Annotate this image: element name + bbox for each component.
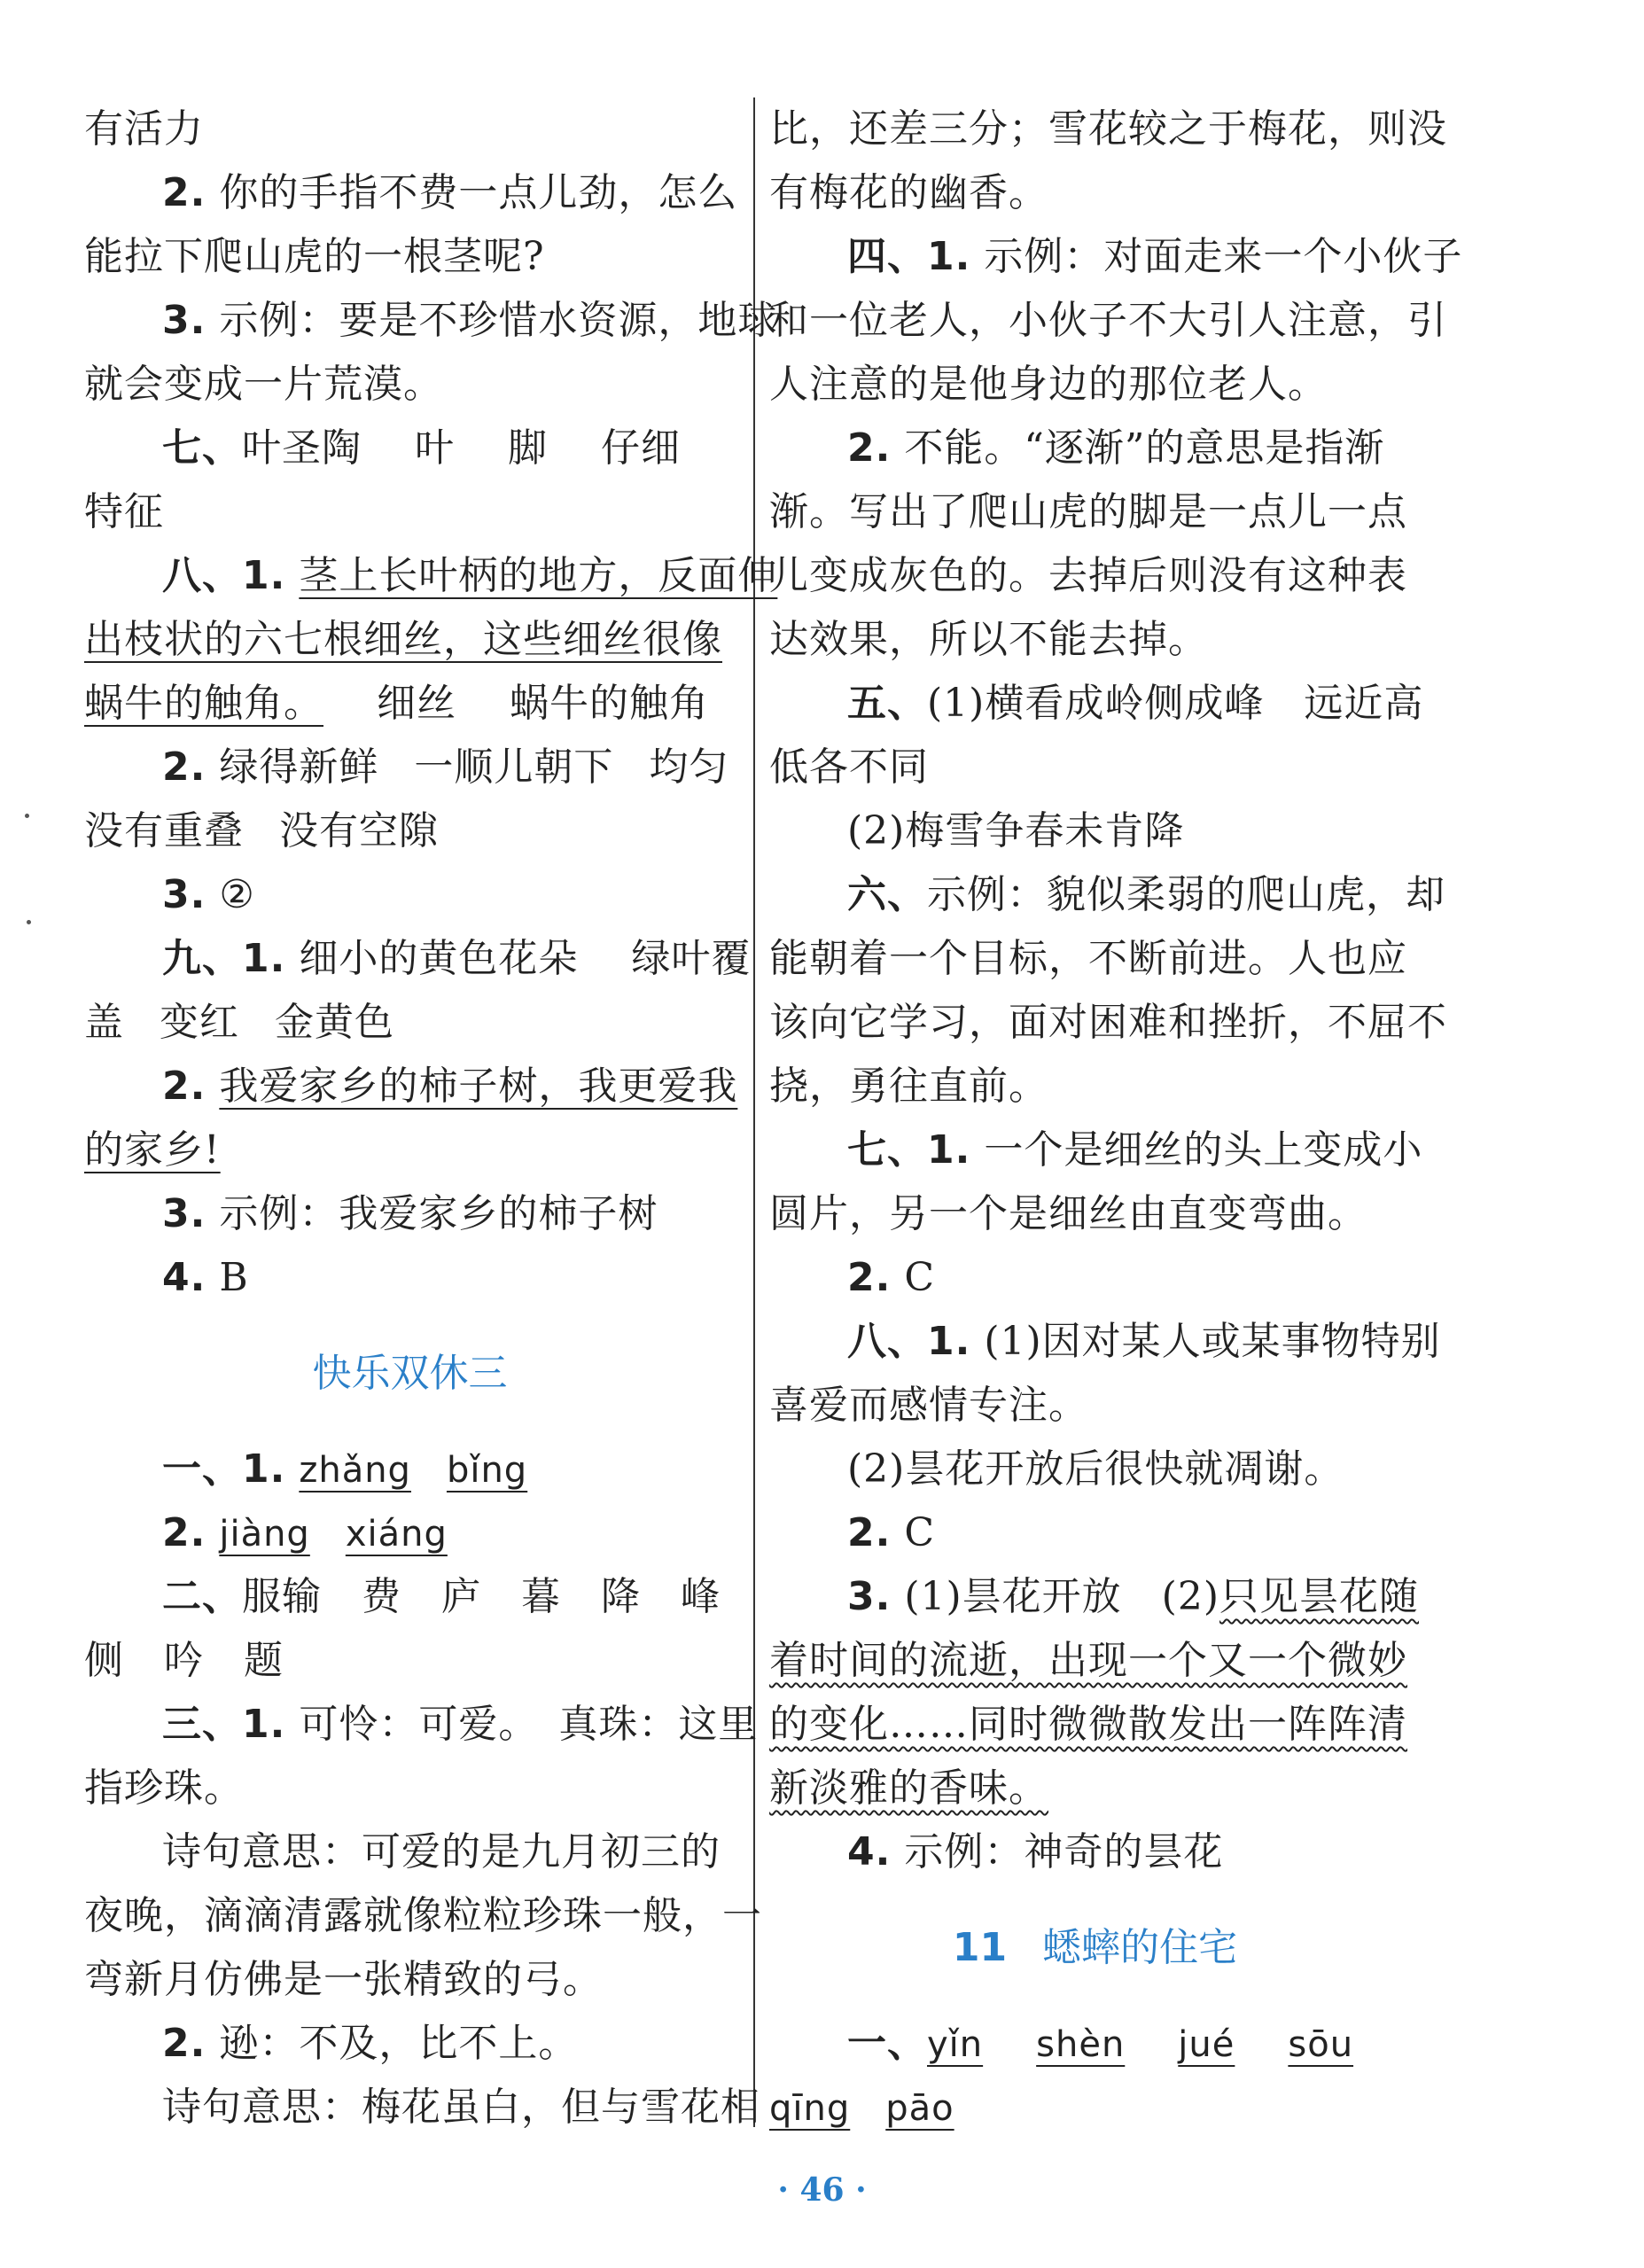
answer: 盖 xyxy=(84,1000,124,1045)
text: 和一位老人，小伙子不大引人注意，引 xyxy=(769,298,1447,343)
section-heading xyxy=(84,1310,736,1438)
text: 诗句意思：梅花虽白，但与雪花相 xyxy=(162,2085,760,2130)
answer: 示例：我爱家乡的柿子树 xyxy=(219,1191,658,1236)
text: 喜爱而感情专注。 xyxy=(769,1383,1088,1428)
answer-line xyxy=(84,736,736,799)
answer-line xyxy=(84,1246,736,1310)
text-line xyxy=(769,1693,1421,1757)
text-line xyxy=(84,1948,736,2012)
answer: 叶圣陶 xyxy=(242,425,362,471)
pinyin-answer: jué xyxy=(1178,2024,1235,2065)
text-line xyxy=(769,544,1421,608)
underlined-text: 茎上长叶柄的地方，反面伸 xyxy=(299,553,778,598)
text-line xyxy=(84,225,736,289)
answer: 没有重叠 xyxy=(84,808,244,853)
text-line xyxy=(769,97,1447,161)
answer-line xyxy=(769,799,1421,863)
answer: 细小的黄色花朵 xyxy=(299,936,579,981)
answer: 仔细 xyxy=(601,425,681,471)
text-line xyxy=(769,1757,1421,1820)
text-line xyxy=(84,353,736,417)
underlined-text: 的家乡! xyxy=(84,1127,221,1173)
answer: 可怜：可爱。 真珠：这里 xyxy=(299,1702,759,1747)
answer: 一顺儿朝下 xyxy=(414,744,614,790)
text-line xyxy=(84,1629,736,1693)
answer: 没有空隙 xyxy=(279,808,439,853)
text: 夜晚，滴滴清露就像粒粒珍珠一般，一 xyxy=(84,1893,762,1938)
answer: 变红 xyxy=(160,1000,239,1045)
answer-line xyxy=(84,863,736,927)
answer-line xyxy=(84,927,752,991)
answer: 绿得新鲜 xyxy=(219,744,379,790)
pinyin-answer: shèn xyxy=(1036,2024,1126,2065)
question-number: 四、1. xyxy=(847,234,971,279)
answer: 金黄色 xyxy=(275,1000,394,1045)
text-line xyxy=(84,1757,736,1820)
pinyin-answer: bǐng xyxy=(446,1450,528,1491)
text-line xyxy=(769,2076,1421,2139)
text-line xyxy=(84,97,736,161)
pinyin-answer: jiàng xyxy=(219,1514,310,1555)
text: 圆片，另一个是细丝由直变弯曲。 xyxy=(769,1191,1367,1236)
question-number: 2. xyxy=(847,425,892,471)
text-line xyxy=(769,1629,1421,1693)
text-line xyxy=(769,353,1421,417)
answer-line xyxy=(84,1182,736,1246)
question-number: 三、1. xyxy=(162,1702,286,1747)
answer: 不能。“逐渐”的意思是指渐 xyxy=(904,425,1385,471)
text: 你的手指不费一点儿劲，怎么 xyxy=(219,170,738,215)
answer-line xyxy=(769,1501,1421,1565)
pinyin-answer: xiáng xyxy=(345,1514,448,1555)
underlined-text: 我爱家乡的柿子树，我更爱我 xyxy=(219,1064,738,1109)
answer: 均匀 xyxy=(649,744,729,790)
text-line xyxy=(84,1884,762,1948)
text-line xyxy=(769,1055,1421,1118)
answer-line xyxy=(769,1118,1421,1182)
answer-line xyxy=(84,544,778,608)
text-line xyxy=(84,799,736,863)
pinyin-answer: zhǎng xyxy=(299,1450,411,1491)
answer-line xyxy=(84,2012,736,2076)
column-divider xyxy=(753,97,755,2127)
lesson-title: 蟋蟀的住宅 xyxy=(1042,1925,1238,1970)
question-number: 八、1. xyxy=(847,1319,971,1364)
answer: (1)因对某人或某事物特别 xyxy=(984,1319,1441,1364)
question-number: 2. xyxy=(162,1510,206,1555)
text: 该向它学习，面对困难和挫折，不屈不 xyxy=(769,1000,1447,1045)
answer: 叶 xyxy=(415,425,455,471)
answer: C xyxy=(904,1255,936,1300)
answer: 服输 费 庐 暮 降 峰 xyxy=(242,1574,721,1619)
question-number: 3. xyxy=(847,1574,892,1619)
answer-line xyxy=(84,1693,759,1757)
text: 诗句意思：可爱的是九月初三的 xyxy=(162,1829,721,1874)
text-line xyxy=(769,1374,1421,1438)
text: 人注意的是他身边的那位老人。 xyxy=(769,362,1328,407)
text: 达效果，所以不能去掉。 xyxy=(769,617,1208,662)
answer-line xyxy=(769,672,1424,736)
question-number: 二、 xyxy=(162,1574,242,1619)
answer: 示例：对面走来一个小伙子 xyxy=(984,234,1463,279)
answer-line xyxy=(84,1565,736,1629)
text: 弯新月仿佛是一张精致的弓。 xyxy=(84,1957,603,2002)
answer-line xyxy=(769,417,1421,480)
answer-line xyxy=(84,289,778,353)
answer: 脚 xyxy=(508,425,548,471)
answer-line xyxy=(769,225,1463,289)
text: 比，还差三分；雪花较之于梅花，则没 xyxy=(769,106,1447,152)
question-number: 3. xyxy=(162,1191,206,1236)
text: 有梅花的幽香。 xyxy=(769,170,1048,215)
answer-line xyxy=(84,161,736,225)
answer: 逊：不及，比不上。 xyxy=(219,2021,579,2066)
text: 挠，勇往直前。 xyxy=(769,1064,1048,1109)
text: 能拉下爬山虎的一根茎呢? xyxy=(84,234,545,279)
section-title: 快乐双休三 xyxy=(312,1351,508,1396)
question-number: 五、 xyxy=(847,681,927,726)
text-line xyxy=(769,480,1421,544)
question-number: 七、 xyxy=(162,425,242,471)
question-number: 2. xyxy=(162,170,206,215)
underlined-text: 出枝状的六七根细丝，这些细丝很像 xyxy=(84,617,722,662)
pinyin-answer: sōu xyxy=(1288,2024,1354,2065)
wavy-underlined-text: 新淡雅的香味。 xyxy=(769,1765,1048,1811)
lesson-heading xyxy=(769,1884,1421,2012)
text-line xyxy=(769,1182,1421,1246)
text: 有活力 xyxy=(84,106,204,152)
wavy-underlined-text: 着时间的流逝，出现一个又一个微妙 xyxy=(769,1638,1407,1683)
answer: 细丝 xyxy=(377,681,456,726)
question-number: 3. xyxy=(162,298,206,343)
text-line xyxy=(84,2076,760,2139)
left-column xyxy=(84,97,778,2139)
question-number: 2. xyxy=(162,1064,206,1109)
answer: C xyxy=(904,1510,936,1555)
page-number: · 46 · xyxy=(777,2171,867,2209)
text-line xyxy=(84,608,736,672)
answer: 绿叶覆 xyxy=(631,936,752,981)
text: 低各不同 xyxy=(769,744,929,790)
wavy-underlined-text: 只见昙花随 xyxy=(1219,1574,1419,1619)
text: 就会变成一片荒漠。 xyxy=(84,362,443,407)
answer-line xyxy=(769,1438,1421,1501)
question-number: 2. xyxy=(847,1255,892,1300)
answer: ② xyxy=(219,872,255,917)
answer-line xyxy=(769,1246,1421,1310)
text: 儿变成灰色的。去掉后则没有这种表 xyxy=(769,553,1407,598)
question-number: 3. xyxy=(162,872,206,917)
answer: 一个是细丝的头上变成小 xyxy=(984,1127,1423,1173)
question-number: 六、 xyxy=(847,872,927,917)
answer-line xyxy=(769,863,1445,927)
question-number: 4. xyxy=(847,1829,892,1874)
answer: B xyxy=(219,1255,249,1300)
answer: (2)梅雪争春未肯降 xyxy=(847,808,1185,853)
lesson-number: 11 xyxy=(952,1925,1008,1970)
answer: (1)横看成岭侧成峰 远近高 xyxy=(927,681,1424,726)
question-number: 八、1. xyxy=(162,553,286,598)
wavy-underlined-text: 的变化……同时微微散发出一阵阵清 xyxy=(769,1702,1407,1747)
question-number: 七、1. xyxy=(847,1127,971,1173)
text: 能朝着一个目标，不断前进。人也应 xyxy=(769,936,1407,981)
question-number: 4. xyxy=(162,1255,206,1300)
answer: 示例：神奇的昙花 xyxy=(904,1829,1224,1874)
answer: 示例：貌似柔弱的爬山虎，却 xyxy=(927,872,1445,917)
question-number: 一、 xyxy=(847,2021,927,2066)
text-line xyxy=(769,289,1447,353)
text: 指珍珠。 xyxy=(84,1765,244,1811)
text: 渐。写出了爬山虎的脚是一点儿一点 xyxy=(769,489,1407,534)
answer-line xyxy=(84,1438,736,1501)
text-line xyxy=(769,736,1421,799)
text-line xyxy=(769,608,1421,672)
answer-line xyxy=(84,417,736,480)
underlined-text: 蜗牛的触角。 xyxy=(84,681,323,726)
answer-line xyxy=(769,1565,1421,1629)
right-column xyxy=(769,97,1463,2139)
answer-line xyxy=(769,1820,1421,1884)
answer-line xyxy=(769,2012,1421,2076)
question-number: 2. xyxy=(847,1510,892,1555)
text-line xyxy=(769,161,1421,225)
pinyin-answer: yǐn xyxy=(927,2024,984,2065)
answer: (2)昙花开放后很快就凋谢。 xyxy=(847,1446,1344,1492)
question-number: 一、1. xyxy=(162,1446,286,1492)
answer-line xyxy=(769,1310,1441,1374)
pinyin-answer: pāo xyxy=(885,2088,954,2129)
question-number: 九、1. xyxy=(162,936,286,981)
answer-line xyxy=(84,1055,736,1118)
question-number: 2. xyxy=(162,2021,206,2066)
text-line xyxy=(769,927,1421,991)
text-line xyxy=(84,1118,736,1182)
answer: 侧 吟 题 xyxy=(84,1638,284,1683)
pinyin-answer: qīng xyxy=(769,2088,851,2129)
text-line xyxy=(769,991,1447,1055)
answer-line xyxy=(84,1501,736,1565)
answer: 蜗牛的触角 xyxy=(510,681,709,726)
margin-mark xyxy=(27,920,31,924)
question-number: 2. xyxy=(162,744,206,790)
answer: 特征 xyxy=(84,489,164,534)
margin-mark xyxy=(25,814,29,818)
answer: (1)昙花开放 (2) xyxy=(904,1574,1219,1619)
text-line xyxy=(84,1820,736,1884)
text: 示例：要是不珍惜水资源，地球 xyxy=(219,298,778,343)
text-line xyxy=(84,991,736,1055)
text-line xyxy=(84,480,736,544)
text-line xyxy=(84,672,736,736)
